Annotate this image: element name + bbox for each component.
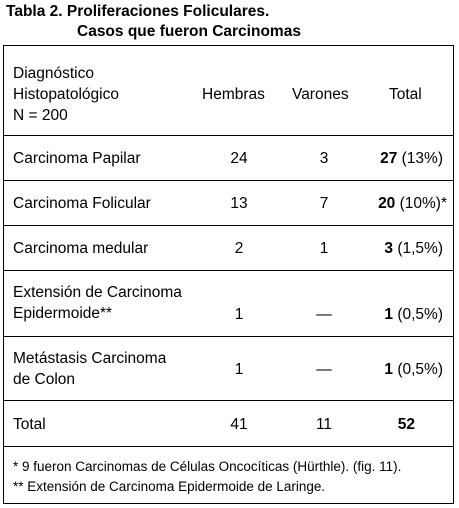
row-label: Carcinoma medular	[13, 240, 149, 257]
header-line-2: Histopatológico	[13, 86, 119, 103]
header-varones: Varones	[292, 86, 349, 103]
total-total: 52	[397, 416, 415, 433]
row-label-line: Metástasis Carcinoma	[13, 350, 167, 367]
total-percent: (13%)	[397, 150, 443, 167]
cell-total	[384, 238, 443, 259]
total-percent: (0,5%)	[393, 306, 443, 323]
row-label	[13, 282, 182, 324]
cell-hembras: 1	[234, 306, 244, 323]
row-label: Carcinoma Papilar	[13, 150, 141, 167]
cell-total	[380, 148, 443, 169]
row-label	[13, 348, 166, 390]
total-row-label: Total	[13, 416, 46, 433]
row-divider	[4, 180, 453, 181]
row-label: Carcinoma Folicular	[13, 195, 151, 212]
title-line-2: Casos que fueron Carcinomas	[77, 23, 301, 40]
header-line-1: Diagnóstico	[13, 65, 94, 82]
row-label-line: de Colon	[13, 371, 76, 388]
total-value: 1	[384, 306, 394, 323]
table-title	[6, 2, 301, 42]
row-divider	[4, 135, 453, 136]
cell-hembras: 13	[230, 195, 248, 212]
cell-varones: 7	[319, 195, 329, 212]
cell-total	[378, 193, 447, 214]
total-percent: (10%)*	[395, 195, 447, 212]
row-divider	[4, 400, 453, 401]
row-divider	[4, 336, 453, 337]
total-value: 1	[384, 361, 394, 378]
header-total: Total	[389, 86, 422, 103]
cell-varones: —	[316, 306, 332, 323]
total-percent: (1,5%)	[393, 240, 443, 257]
total-value: 27	[380, 150, 398, 167]
cell-hembras: 24	[230, 150, 248, 167]
cell-varones: 1	[319, 240, 329, 257]
header-line-3: N = 200	[13, 107, 68, 124]
cell-varones: 3	[319, 150, 329, 167]
header-hembras: Hembras	[202, 86, 265, 103]
row-divider	[4, 270, 453, 271]
total-value: 3	[384, 240, 394, 257]
header-diagnostico	[13, 63, 119, 126]
total-value: 20	[378, 195, 396, 212]
total-hembras: 41	[230, 416, 248, 433]
row-divider	[4, 225, 453, 226]
row-divider	[4, 446, 453, 447]
total-percent: (0,5%)	[393, 361, 443, 378]
cell-hembras: 1	[234, 361, 244, 378]
total-varones: 11	[315, 416, 333, 433]
cell-total	[384, 359, 443, 380]
data-table	[3, 45, 454, 504]
cell-varones: —	[316, 361, 332, 378]
title-line-1: Tabla 2. Proliferaciones Foliculares.	[6, 3, 270, 20]
row-label-line: Epidermoide**	[13, 305, 113, 322]
footnote-1: * 9 fueron Carcinomas de Células Oncocíticas (Hürthle). (fig. 11).	[13, 459, 402, 474]
footnote-2: ** Extensión de Carcinoma Epidermoide de Laringe.	[13, 479, 326, 494]
row-label-line: Extensión de Carcinoma	[13, 284, 182, 301]
cell-total	[384, 304, 443, 325]
cell-hembras: 2	[234, 240, 244, 257]
